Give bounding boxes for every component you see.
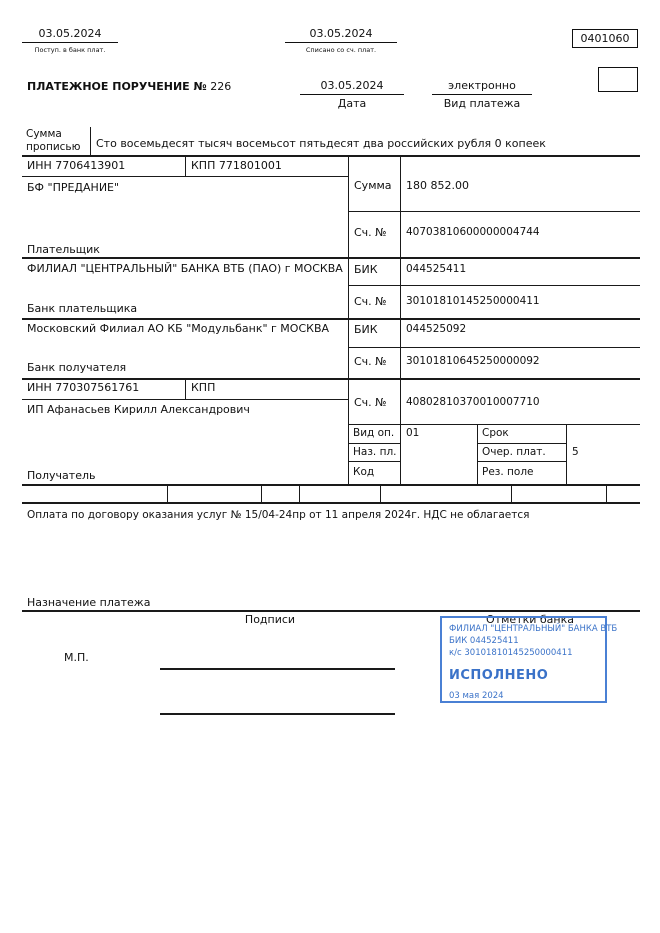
- payee-account-value: 40802810370010007710: [406, 396, 540, 408]
- code-label: Код: [353, 466, 375, 478]
- signatures-label: Подписи: [244, 613, 296, 626]
- payee-account-label: Сч. №: [354, 396, 387, 409]
- payment-kind-label: Вид платежа: [443, 97, 521, 110]
- stamp-bik: БИК 044525411: [449, 636, 519, 646]
- payer-name: БФ "ПРЕДАНИЕ": [27, 181, 120, 194]
- divider: [22, 484, 640, 486]
- payer-label: Плательщик: [27, 243, 100, 256]
- divider: [400, 156, 401, 484]
- payee-name: ИП Афанасьев Кирилл Александрович: [27, 403, 250, 416]
- divider: [167, 486, 168, 502]
- divider: [299, 486, 300, 502]
- divider: [477, 424, 478, 484]
- divider: [348, 347, 640, 348]
- payee-bank-account-label: Сч. №: [354, 355, 387, 368]
- payee-label: Получатель: [27, 469, 96, 482]
- payer-inn: ИНН 7706413901: [27, 159, 126, 172]
- term-label: Срок: [482, 427, 509, 439]
- divider: [477, 443, 567, 444]
- payer-account-label: Сч. №: [354, 226, 387, 239]
- status-code-box: [598, 67, 638, 92]
- payee-inn: ИНН 770307561761: [27, 381, 140, 394]
- divider: [90, 127, 91, 155]
- signature-line: [160, 713, 395, 715]
- stamp-date: 03 мая 2024: [449, 691, 504, 701]
- payer-kpp: КПП 771801001: [191, 159, 282, 172]
- bank-marks-label: Отметки банка: [486, 613, 574, 626]
- divider: [348, 211, 640, 212]
- divider: [22, 257, 640, 259]
- bank-stamp: [440, 616, 618, 703]
- debited-date: 03.05.2024: [285, 27, 397, 43]
- divider: [22, 610, 640, 612]
- payer-account-value: 40703810600000004744: [406, 226, 540, 238]
- amount-cell-label: Сумма: [354, 179, 392, 192]
- payer-bank-account-value: 30101810145250000411: [406, 295, 540, 307]
- mp-label: М.П.: [64, 651, 89, 664]
- document-title: [27, 80, 231, 93]
- divider: [22, 176, 349, 177]
- priority-value: 5: [572, 446, 579, 458]
- amount-words-label: Сумма прописью: [26, 128, 81, 153]
- amount-cell-value: 180 852.00: [406, 179, 469, 192]
- divider: [185, 156, 186, 176]
- divider: [348, 285, 640, 286]
- reserve-field-label: Рез. поле: [482, 466, 534, 478]
- payee-bank-name: Московский Филиал АО КБ "Модульбанк" г МОСКВА: [27, 322, 330, 335]
- divider: [348, 461, 401, 462]
- payee-bank-bik-value: 044525092: [406, 323, 467, 335]
- payee-bank-label: Банк получателя: [27, 361, 127, 374]
- signature-line: [160, 668, 395, 670]
- divider: [348, 443, 401, 444]
- purpose-label: Назначение платежа: [27, 596, 151, 609]
- stamp-status: ИСПОЛНЕНО: [449, 668, 549, 683]
- divider: [22, 378, 640, 380]
- purpose-text: Оплата по договору оказания услуг № 15/04-24пр от 11 апреля 2024г. НДС не облагается: [27, 509, 530, 521]
- document-date: 03.05.2024: [300, 79, 404, 95]
- divider: [261, 486, 262, 502]
- received-date-label: Поступ. в банк плат.: [34, 46, 106, 54]
- divider: [566, 424, 567, 484]
- payer-bank-bik-label: БИК: [354, 263, 378, 276]
- form-code-box: 0401060: [572, 29, 638, 48]
- payer-bank-label: Банк плательщика: [27, 302, 138, 315]
- stamp-bank-name: ФИЛИАЛ "ЦЕНТРАЛЬНЫЙ" БАНКА ВТБ: [449, 624, 618, 634]
- document-date-label: Дата: [337, 97, 367, 110]
- debited-date-label: Списано со сч. плат.: [305, 46, 377, 54]
- divider: [22, 502, 640, 504]
- payee-bank-bik-label: БИК: [354, 323, 378, 336]
- payer-bank-bik-value: 044525411: [406, 263, 467, 275]
- document-number: 226: [210, 80, 232, 93]
- divider: [22, 318, 640, 320]
- document-title-text: ПЛАТЕЖНОЕ ПОРУЧЕНИЕ №: [27, 80, 207, 93]
- divider: [606, 486, 607, 502]
- divider: [185, 379, 186, 399]
- divider: [348, 424, 640, 425]
- divider: [22, 399, 349, 400]
- purpose-code-label: Наз. пл.: [353, 446, 397, 458]
- divider: [380, 486, 381, 502]
- payment-kind-value: электронно: [432, 79, 532, 95]
- op-kind-value: 01: [406, 427, 420, 439]
- divider: [511, 486, 512, 502]
- payee-bank-account-value: 30101810645250000092: [406, 355, 540, 367]
- divider: [348, 156, 349, 484]
- stamp-corr-account: к/с 30101810145250000411: [449, 648, 573, 658]
- received-date: 03.05.2024: [22, 27, 118, 43]
- op-kind-label: Вид оп.: [353, 427, 395, 439]
- priority-label: Очер. плат.: [482, 446, 546, 458]
- amount-words-value: Сто восемьдесят тысяч восемьсот пятьдесят два российских рубля 0 копеек: [96, 137, 546, 150]
- payer-bank-account-label: Сч. №: [354, 295, 387, 308]
- divider: [22, 155, 640, 157]
- payee-kpp: КПП: [191, 381, 216, 394]
- divider: [477, 461, 567, 462]
- payer-bank-name: ФИЛИАЛ "ЦЕНТРАЛЬНЫЙ" БАНКА ВТБ (ПАО) г МОСКВА: [27, 262, 343, 275]
